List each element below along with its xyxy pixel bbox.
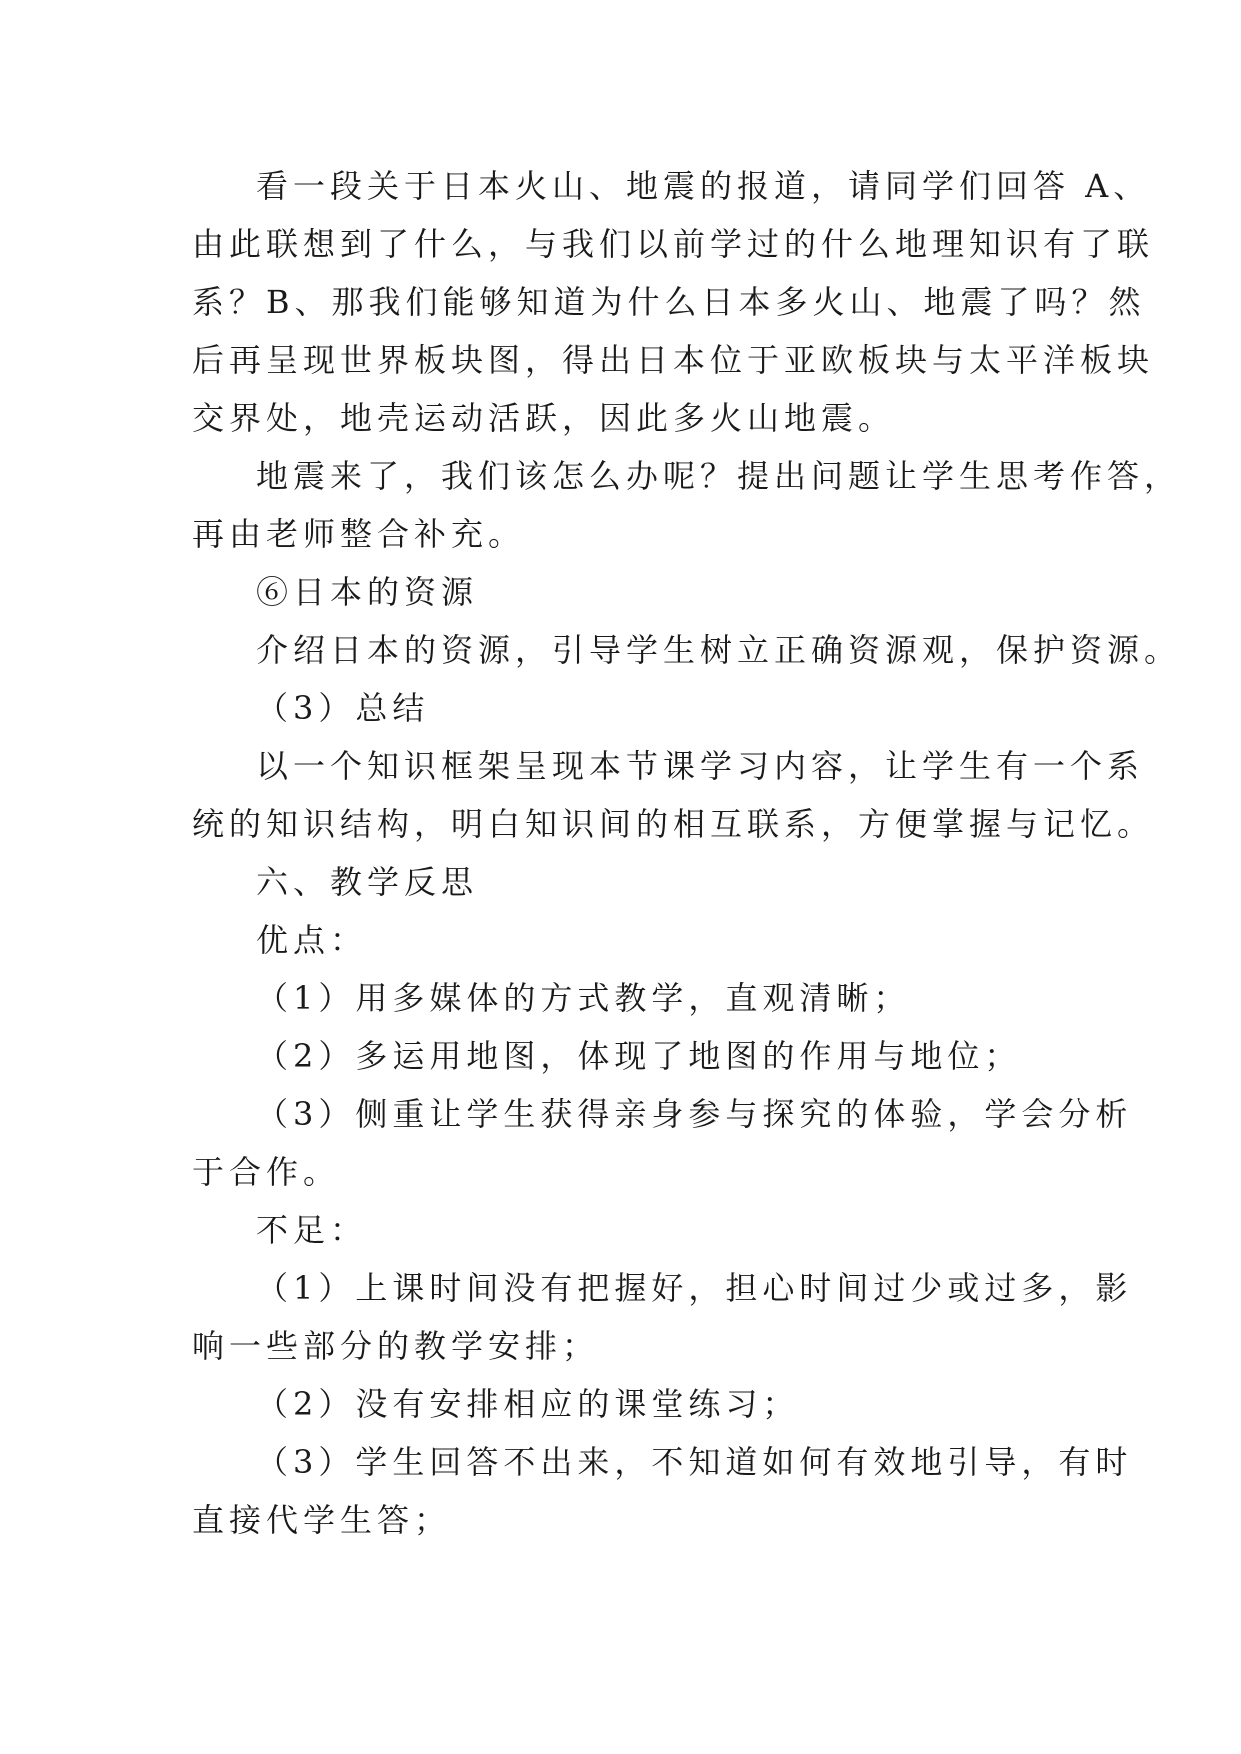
heading-weaknesses	[192, 1201, 1062, 1259]
text-line: 以一个知识框架呈现本节课学习内容，让学生有一个系	[256, 747, 1145, 785]
paragraph-resources-intro	[192, 621, 1182, 679]
text-line: 由此联想到了什么，与我们以前学过的什么地理知识有了联	[192, 225, 1155, 263]
text-line: 系？B、那我们能够知道为什么日本多火山、地震了吗？然	[192, 283, 1146, 321]
text-line: 看一段关于日本火山、地震的报道，请同学们回答 A、	[256, 167, 1151, 205]
text-line: 优点：	[256, 921, 368, 959]
text-line: 后再呈现世界板块图，得出日本位于亚欧板块与太平洋板块	[192, 341, 1155, 379]
document-body	[192, 157, 1182, 1549]
text-line: 介绍日本的资源，引导学生树立正确资源观，保护资源。	[256, 631, 1182, 669]
list-item-strength-1	[192, 969, 1062, 1027]
text-line: 再由老师整合补充。	[192, 515, 526, 553]
text-line: 直接代学生答；	[192, 1501, 452, 1539]
text-line: （2）多运用地图，体现了地图的作用与地位；	[256, 1037, 1022, 1075]
text-line: 统的知识结构，明白知识间的相互联系，方便掌握与记忆。	[192, 805, 1155, 843]
heading-summary	[192, 679, 1062, 737]
text-line: 不足：	[256, 1211, 368, 1249]
heading-teaching-reflection	[192, 853, 1062, 911]
list-item-weakness-2	[192, 1375, 1062, 1433]
text-line: ⑥日本的资源	[256, 573, 479, 611]
list-item-strength-2	[192, 1027, 1062, 1085]
text-line: （1）用多媒体的方式教学，直观清晰；	[256, 979, 911, 1017]
paragraph-japan-volcano-report	[192, 157, 1155, 447]
text-line: （3）学生回答不出来，不知道如何有效地引导，有时	[256, 1443, 1133, 1481]
paragraph-knowledge-framework	[192, 737, 1155, 853]
list-item-strength-3	[192, 1085, 1133, 1201]
text-line: 交界处，地壳运动活跃，因此多火山地震。	[192, 399, 896, 437]
text-line: （3）侧重让学生获得亲身参与探究的体验，学会分析	[256, 1095, 1133, 1133]
paragraph-earthquake-response	[192, 447, 1182, 563]
text-line: 地震来了，我们该怎么办呢？提出问题让学生思考作答，	[256, 457, 1182, 495]
text-line: （2）没有安排相应的课堂练习；	[256, 1385, 800, 1423]
list-item-weakness-1	[192, 1259, 1133, 1375]
text-line: （1）上课时间没有把握好，担心时间过少或过多，影	[256, 1269, 1133, 1307]
text-line: 响一些部分的教学安排；	[192, 1327, 600, 1365]
text-line: 六、教学反思	[256, 863, 479, 901]
heading-strengths	[192, 911, 1062, 969]
text-line: 于合作。	[192, 1153, 341, 1191]
text-line: （3）总结	[256, 689, 430, 727]
heading-japan-resources	[192, 563, 1062, 621]
list-item-weakness-3	[192, 1433, 1133, 1549]
